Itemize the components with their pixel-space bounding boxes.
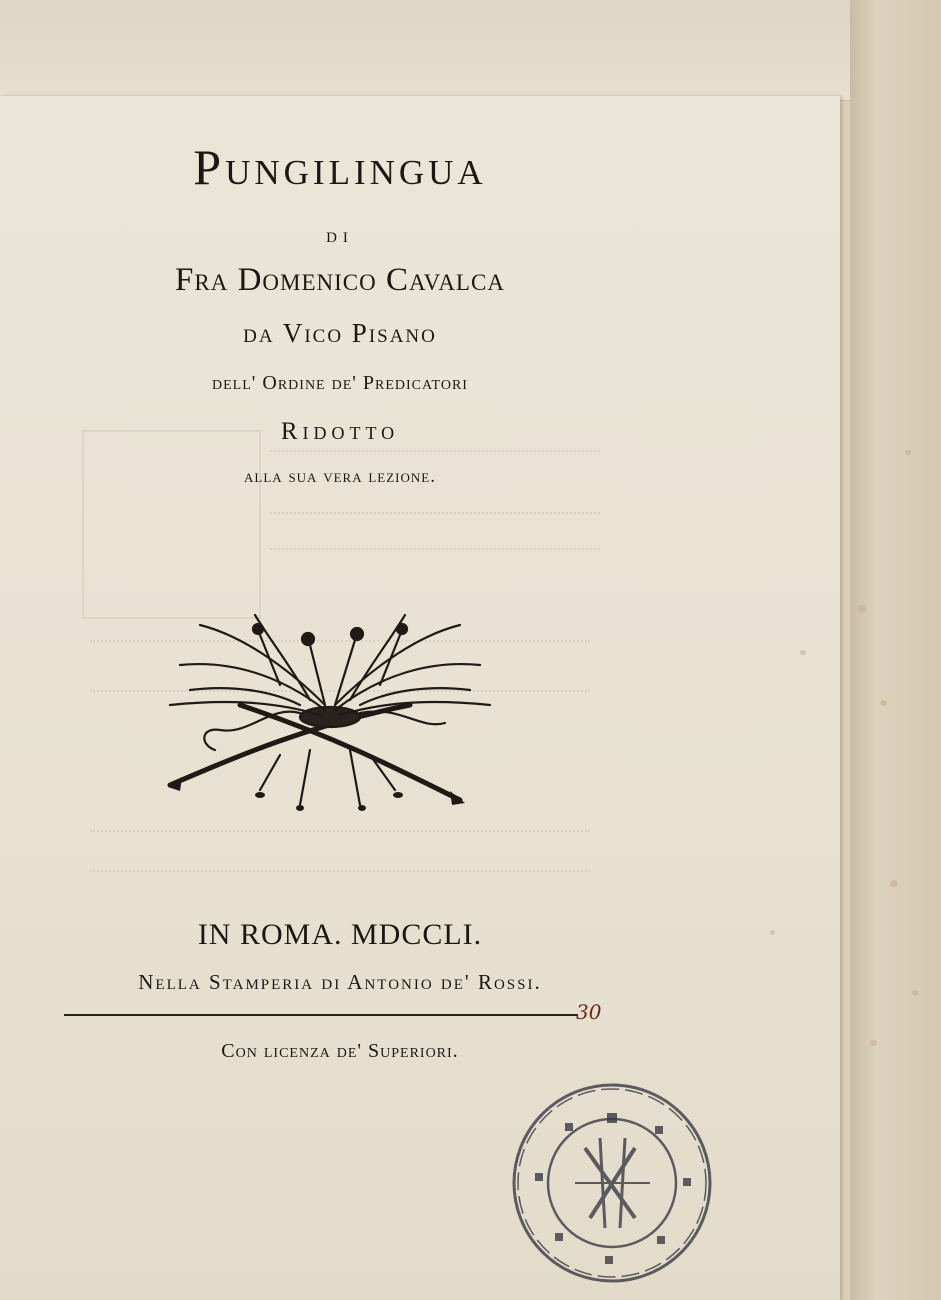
horizontal-rule bbox=[64, 1014, 578, 1016]
manuscript-mark: 30 bbox=[576, 1000, 602, 1024]
printer-line: Nella Stamperia di Antonio de' Rossi. bbox=[138, 970, 542, 994]
title-di: di bbox=[326, 222, 354, 247]
top-paper-strip bbox=[0, 0, 860, 101]
book-title: Pungilingua bbox=[193, 139, 487, 195]
right-paper-edge bbox=[850, 0, 941, 1300]
religious-order: dell' Ordine de' Predicatori bbox=[212, 372, 468, 394]
library-stamp-icon bbox=[505, 1078, 720, 1288]
lezione-line: alla sua vera lezione. bbox=[244, 466, 436, 487]
ridotto-line: Ridotto bbox=[280, 418, 400, 445]
imprint-place-date: IN ROMA. MDCCLI. bbox=[197, 918, 483, 951]
floral-woodcut-icon bbox=[160, 605, 500, 815]
author-name: Fra Domenico Cavalca bbox=[175, 262, 505, 298]
show-through-woodcut bbox=[82, 430, 261, 619]
license-line: Con licenza de' Superiori. bbox=[221, 1040, 459, 1062]
author-origin: da Vico Pisano bbox=[243, 318, 437, 348]
